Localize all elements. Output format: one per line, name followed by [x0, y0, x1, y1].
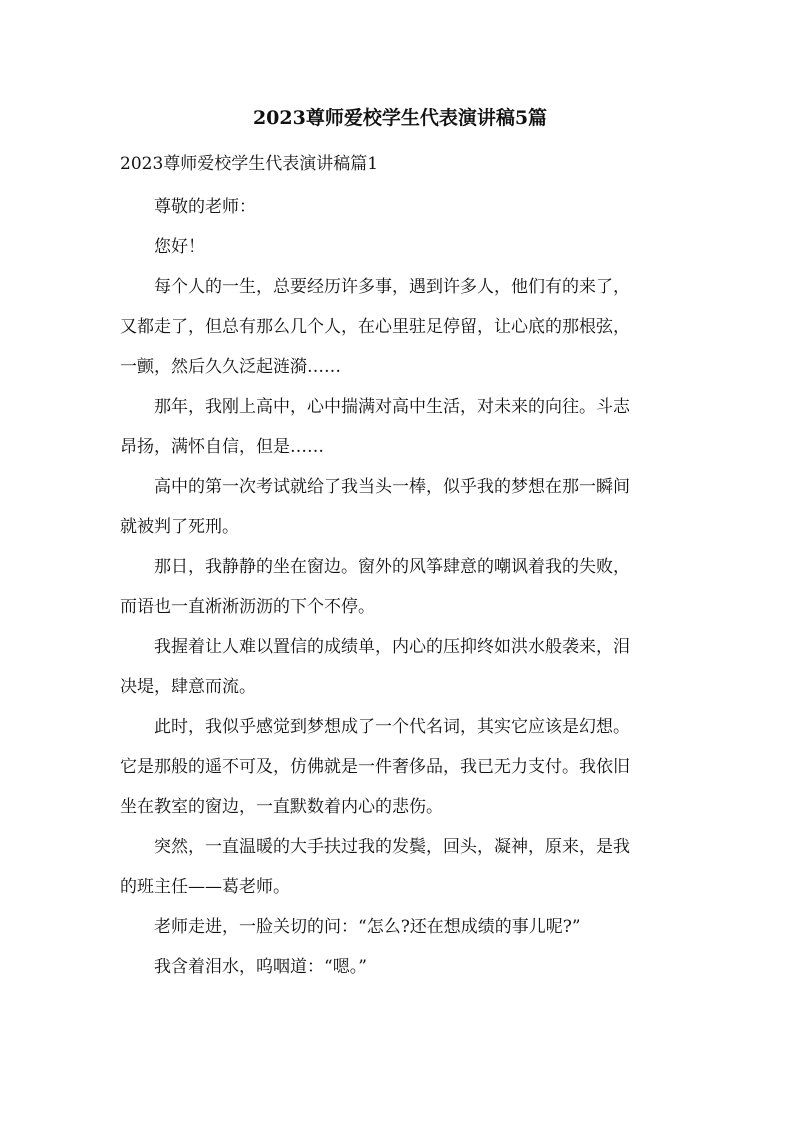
paragraph-line: 又都走了，但总有那么几个人，在心里驻足停留，让心底的那根弦，	[120, 317, 630, 337]
paragraph	[120, 827, 680, 907]
paragraph-line: 每个人的一生，总要经历许多事，遇到许多人，他们有的来了，	[154, 277, 630, 297]
paragraph-line: 而语也一直淅淅沥沥的下个不停。	[120, 597, 375, 617]
paragraph-line: 那日，我静静的坐在窗边。窗外的风筝肆意的嘲讽着我的失败，	[154, 557, 630, 577]
paragraph	[120, 627, 680, 707]
paragraph	[120, 387, 680, 467]
paragraph	[120, 707, 680, 827]
paragraph-line: 昂扬，满怀自信，但是……	[120, 437, 324, 457]
paragraph-line: 突然，一直温暖的大手扶过我的发鬓，回头，凝神，原来，是我	[154, 837, 630, 857]
paragraph-line: 尊敬的老师：	[154, 197, 256, 217]
paragraph	[120, 547, 680, 627]
paragraph-line: 的班主任——葛老师。	[120, 877, 290, 897]
paragraph-line: 此时，我似乎感觉到梦想成了一个代名词，其实它应该是幻想。	[154, 717, 630, 737]
paragraph-line: 您好！	[154, 237, 205, 257]
paragraph	[120, 227, 680, 267]
paragraph-line: 我含着泪水，呜咽道：“嗯。”	[154, 957, 367, 977]
paragraph-line: 一颤，然后久久泛起涟漪……	[120, 357, 341, 377]
document-title: 2023尊师爱校学生代表演讲稿5篇	[252, 107, 548, 129]
paragraph-line: 坐在教室的窗边，一直默数着内心的悲伤。	[120, 797, 443, 817]
paragraph-line: 就被判了死刑。	[120, 517, 239, 537]
paragraph	[120, 187, 680, 227]
paragraph-line: 决堤，肆意而流。	[120, 677, 256, 697]
paragraph	[120, 467, 680, 547]
paragraph-line: 那年，我刚上高中，心中揣满对高中生活，对未来的向往。斗志	[154, 397, 630, 417]
paragraph	[120, 267, 680, 387]
paragraph-line: 我握着让人难以置信的成绩单，内心的压抑终如洪水般袭来，泪	[154, 637, 630, 657]
paragraph	[120, 907, 680, 947]
paragraph-line: 老师走进，一脸关切的问：“怎么?还在想成绩的事儿呢?”	[154, 917, 581, 937]
section-heading: 2023尊师爱校学生代表演讲稿篇1	[120, 154, 379, 174]
paragraph-line: 它是那般的遥不可及，仿佛就是一件奢侈品，我已无力支付。我依旧	[120, 757, 630, 777]
paragraph-line: 高中的第一次考试就给了我当头一棒，似乎我的梦想在那一瞬间	[154, 477, 630, 497]
paragraph	[120, 947, 680, 987]
document-body	[120, 187, 680, 987]
